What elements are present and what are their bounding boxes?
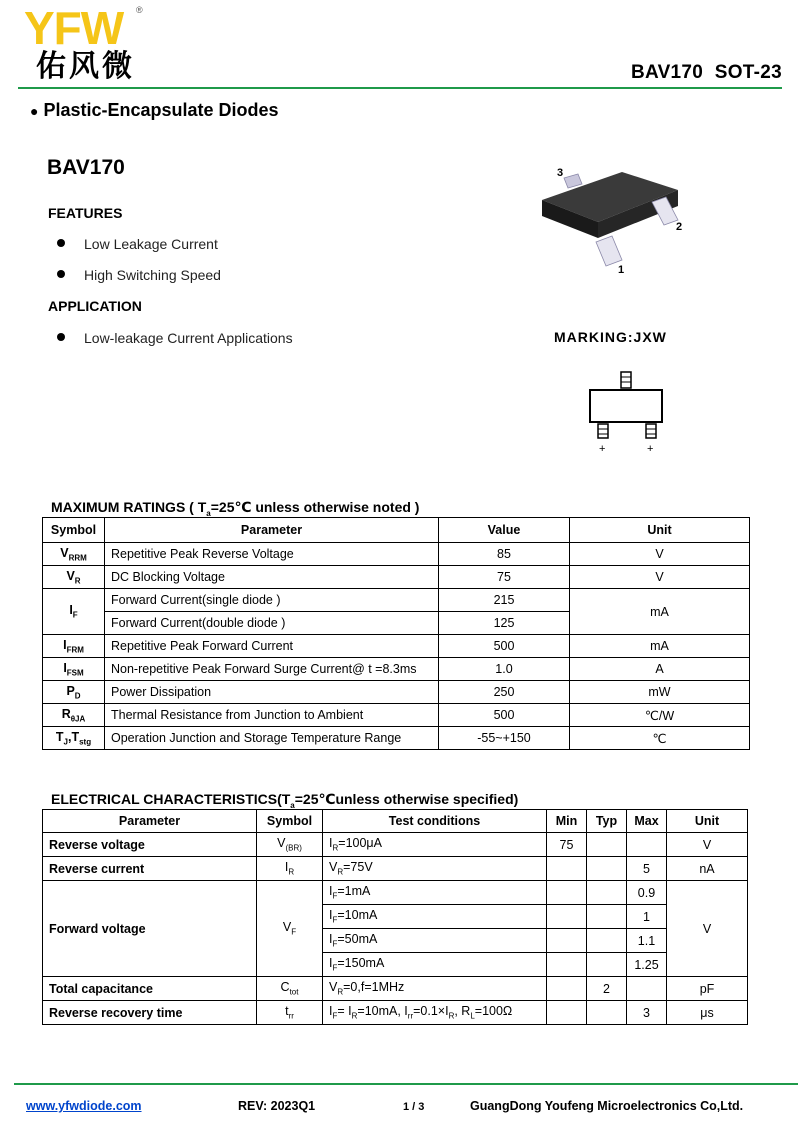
website-link[interactable]: www.yfwdiode.com xyxy=(26,1099,142,1113)
header-divider xyxy=(18,87,782,89)
bullet-icon xyxy=(57,333,65,341)
column-header: Min xyxy=(547,810,587,833)
application-heading: APPLICATION xyxy=(48,298,142,314)
pin-label: 3 xyxy=(557,167,564,179)
column-header: Value xyxy=(439,518,570,543)
table-row: Reverse recovery time $t_{rr}$ $I_F= I_R=10mA$, $I_{rr}=0.1\times I_R$, $R_L=100\Omega$ 3 μs xyxy=(43,1001,748,1025)
column-header: Symbol xyxy=(257,810,323,833)
table-row: $I_F=150mA$ 1.25 xyxy=(43,953,748,977)
table-row: $I_F=50mA$ 1.1 xyxy=(43,929,748,953)
table-row: $I_F$ Forward Current(single diode ) 215 mA xyxy=(43,589,750,612)
table-row: $I_F=10mA$ 1 xyxy=(43,905,748,929)
table-row: Reverse voltage $V_{(BR)}$ $I_R=100\mu A$ 75 V xyxy=(43,833,748,857)
footer-divider xyxy=(14,1083,798,1085)
bullet-icon: ● xyxy=(30,103,39,119)
sot23-package-illustration xyxy=(520,150,700,280)
section-title: ● Plastic-Encapsulate Diodes xyxy=(30,100,279,120)
table-row: $P_D$ Power Dissipation 250 mW xyxy=(43,681,750,704)
table-row: $I_{FSM}$ Non-repetitive Peak Forward Surge Current@ t =8.3ms 1.0 A xyxy=(43,658,750,681)
column-header: Symbol xyxy=(43,518,105,543)
logo-chinese: 佑风微 xyxy=(36,49,135,84)
company-name: GuangDong Youfeng Microelectronics Co,Ltd. xyxy=(470,1099,744,1113)
features-heading: FEATURES xyxy=(48,205,123,221)
pin-label: 2 xyxy=(676,221,683,233)
document-title: BAV170 SOT-23 xyxy=(630,62,782,83)
bullet-icon xyxy=(57,270,65,278)
electrical-characteristics-table xyxy=(42,809,748,1025)
electrical-characteristics-caption: ELECTRICAL $CHARACTERISTICS(T_a=25℃unless$ otherwise specified) xyxy=(51,791,519,810)
column-header: Test conditions xyxy=(323,810,547,833)
column-header: Parameter xyxy=(43,810,257,833)
registered-icon: ® xyxy=(136,5,143,15)
table-row: $R_{\theta JA}$ Thermal Resistance from Junction to Ambient 500 ℃/W xyxy=(43,704,750,727)
svg-text:+: + xyxy=(647,443,654,455)
table-row: Forward voltage $V_F$ $I_F=1mA$ 0.9 V xyxy=(43,881,748,905)
column-header: Parameter xyxy=(105,518,439,543)
column-header: Unit xyxy=(667,810,748,833)
feature-item: High Switching Speed xyxy=(57,267,221,283)
bullet-icon xyxy=(57,239,65,247)
table-row: Total capacitance $C_{tot}$ $V_R=0,f=1MHz$ 2 pF xyxy=(43,977,748,1001)
feature-item: Low Leakage Current xyxy=(57,236,218,252)
revision: REV: 2023Q1 xyxy=(238,1099,316,1113)
application-item: Low-leakage Current Applications xyxy=(57,330,293,346)
max-ratings-table xyxy=(42,517,750,750)
marking-diagram xyxy=(580,368,670,458)
logo-text: YFW xyxy=(24,4,124,50)
table-row: $I_{FRM}$ Repetitive Peak Forward Current 500 mA xyxy=(43,635,750,658)
table-row: $V_{RRM}$ Repetitive Peak Reverse Voltage 85 V xyxy=(43,543,750,566)
pin-label: 1 xyxy=(618,264,625,276)
column-header: Unit xyxy=(570,518,750,543)
column-header: Typ xyxy=(587,810,627,833)
marking-code: MARKING:JXW xyxy=(554,329,667,345)
table-row: Forward Current(double diode ) 125 xyxy=(43,612,750,635)
max-ratings-caption: MAXIMUM RATINGS ( $T_a=25℃$ unless otherwise noted ) xyxy=(51,499,420,518)
part-number: BAV170 xyxy=(47,156,125,179)
table-row: $V_R$ DC Blocking Voltage 75 V xyxy=(43,566,750,589)
column-header: Max xyxy=(627,810,667,833)
svg-text:+: + xyxy=(599,443,606,455)
table-row: $T_J,T_{stg}$ Operation Junction and Storage Temperature Range -55~+150 ℃ xyxy=(43,727,750,750)
page-number: 1 / 3 xyxy=(403,1101,425,1113)
table-row: Reverse current $I_R$ $V_R=75V$ 5 nA xyxy=(43,857,748,881)
company-logo xyxy=(24,4,146,50)
